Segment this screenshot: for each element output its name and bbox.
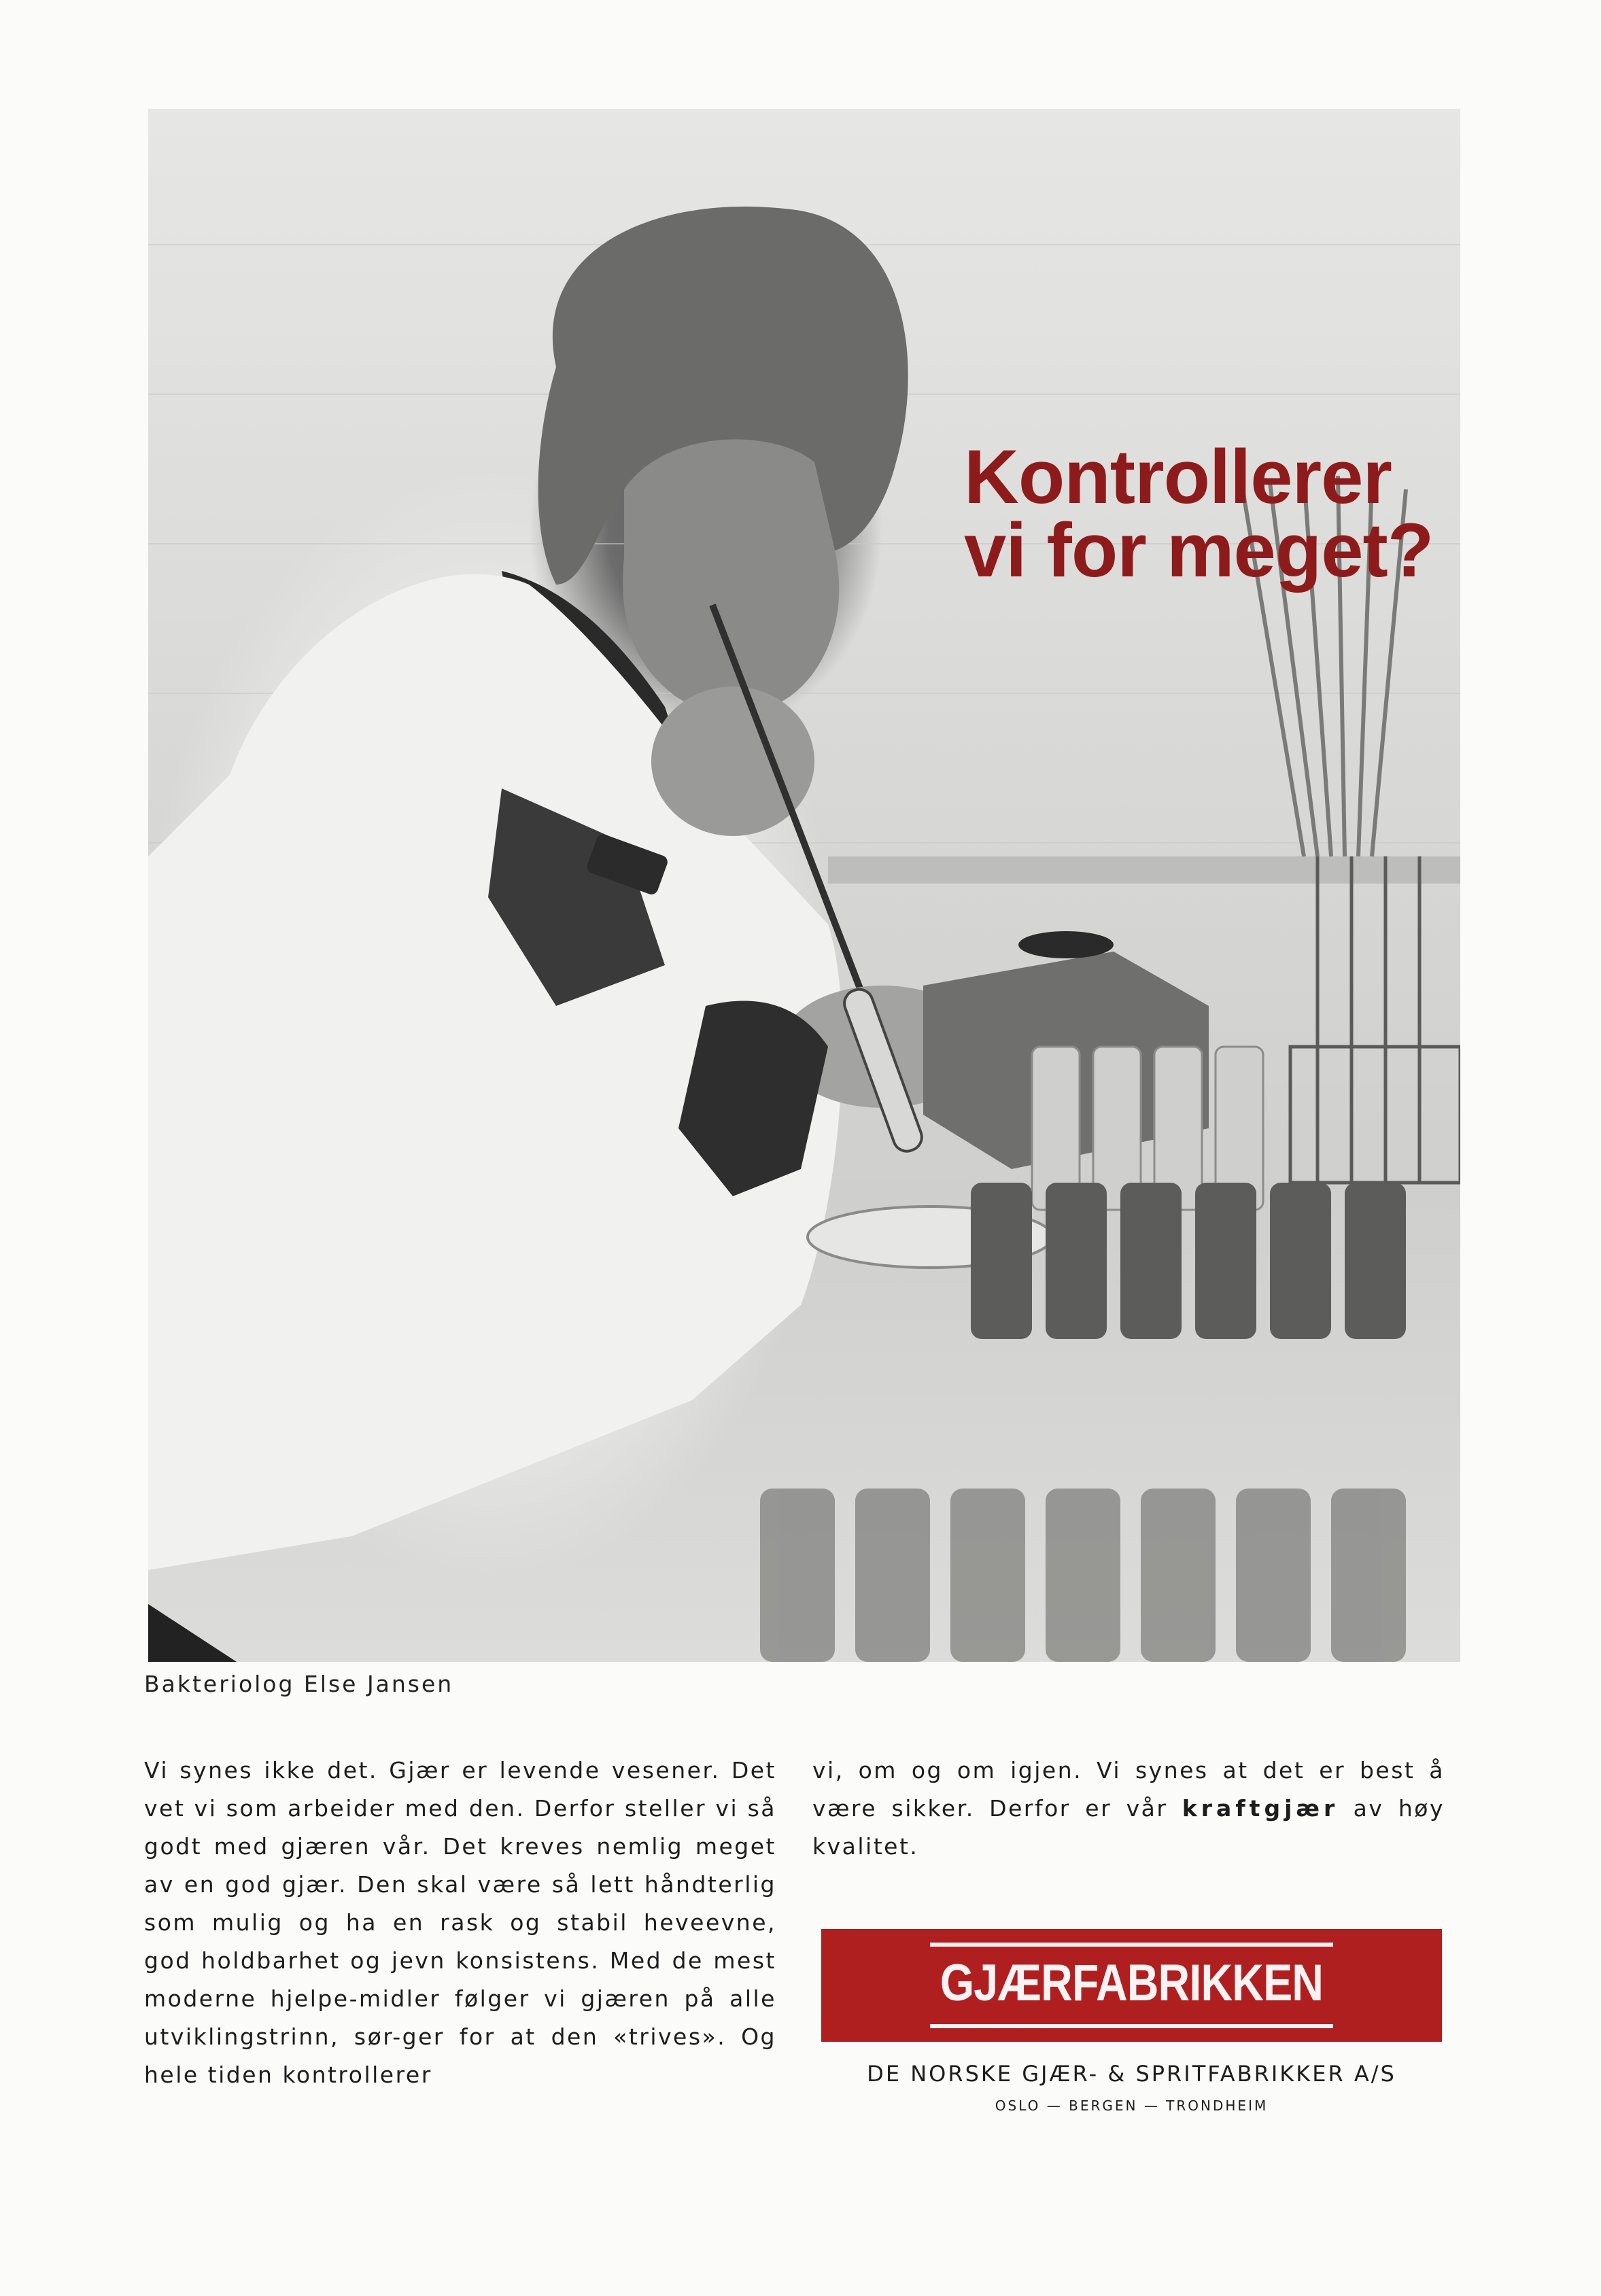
logo-rule-top (930, 1943, 1333, 1947)
company-cities: OSLO — BERGEN — TRONDHEIM (995, 2098, 1269, 2114)
face (623, 439, 839, 714)
laboratory-photo (148, 109, 1460, 1662)
shelf (828, 856, 1460, 884)
company-name: DE NORSKE GJÆR- & SPRITFABRIKKER A/S (867, 2061, 1396, 2087)
brand-logo (821, 1929, 1442, 2042)
body-column-right (812, 1752, 1445, 1866)
photo-caption: Bakteriolog Else Jansen (144, 1671, 454, 1697)
body-text-right-prefix: vi, om og om igjen. Vi synes at det er best å være sikker. Derfor er vår (812, 1757, 1445, 1822)
headline-line-1: Kontrollerer (964, 434, 1392, 519)
headline (964, 434, 1434, 593)
product-name: kraftgjær (1182, 1795, 1339, 1822)
body-column-left (144, 1752, 776, 2094)
logo-wordmark: GJÆRFABRIKKEN (940, 1954, 1324, 2012)
tube-rack (1290, 856, 1460, 1183)
body-text-right-suffix: av høy kvalitet. (812, 1795, 1445, 1860)
corner-shadow (148, 1604, 237, 1662)
foreground-bottles (760, 1489, 1406, 1662)
device-knob (1018, 931, 1114, 958)
body-text-right (812, 1752, 1445, 1866)
logo-rule-bottom (930, 2024, 1333, 2028)
body-text-left: Vi synes ikke det. Gjær er levende vesener. Det vet vi som arbeider med den. Derfor steller vi så godt med gjæren vår. Det kreves nemlig meget av en god gjær. Den skal være så lett håndterlig som mulig og ha en rask og stabil heveevne, god holdbarhet og jevn konsistens. Med de mest moderne hjelpe-midler følger vi gjæren på alle utviklingstrinn, sør-ger for at den «trives». Og hele tiden kontrollerer (144, 1757, 776, 2088)
photo-scene (148, 109, 1460, 1662)
headline-line-2: vi for meget? (964, 508, 1434, 593)
